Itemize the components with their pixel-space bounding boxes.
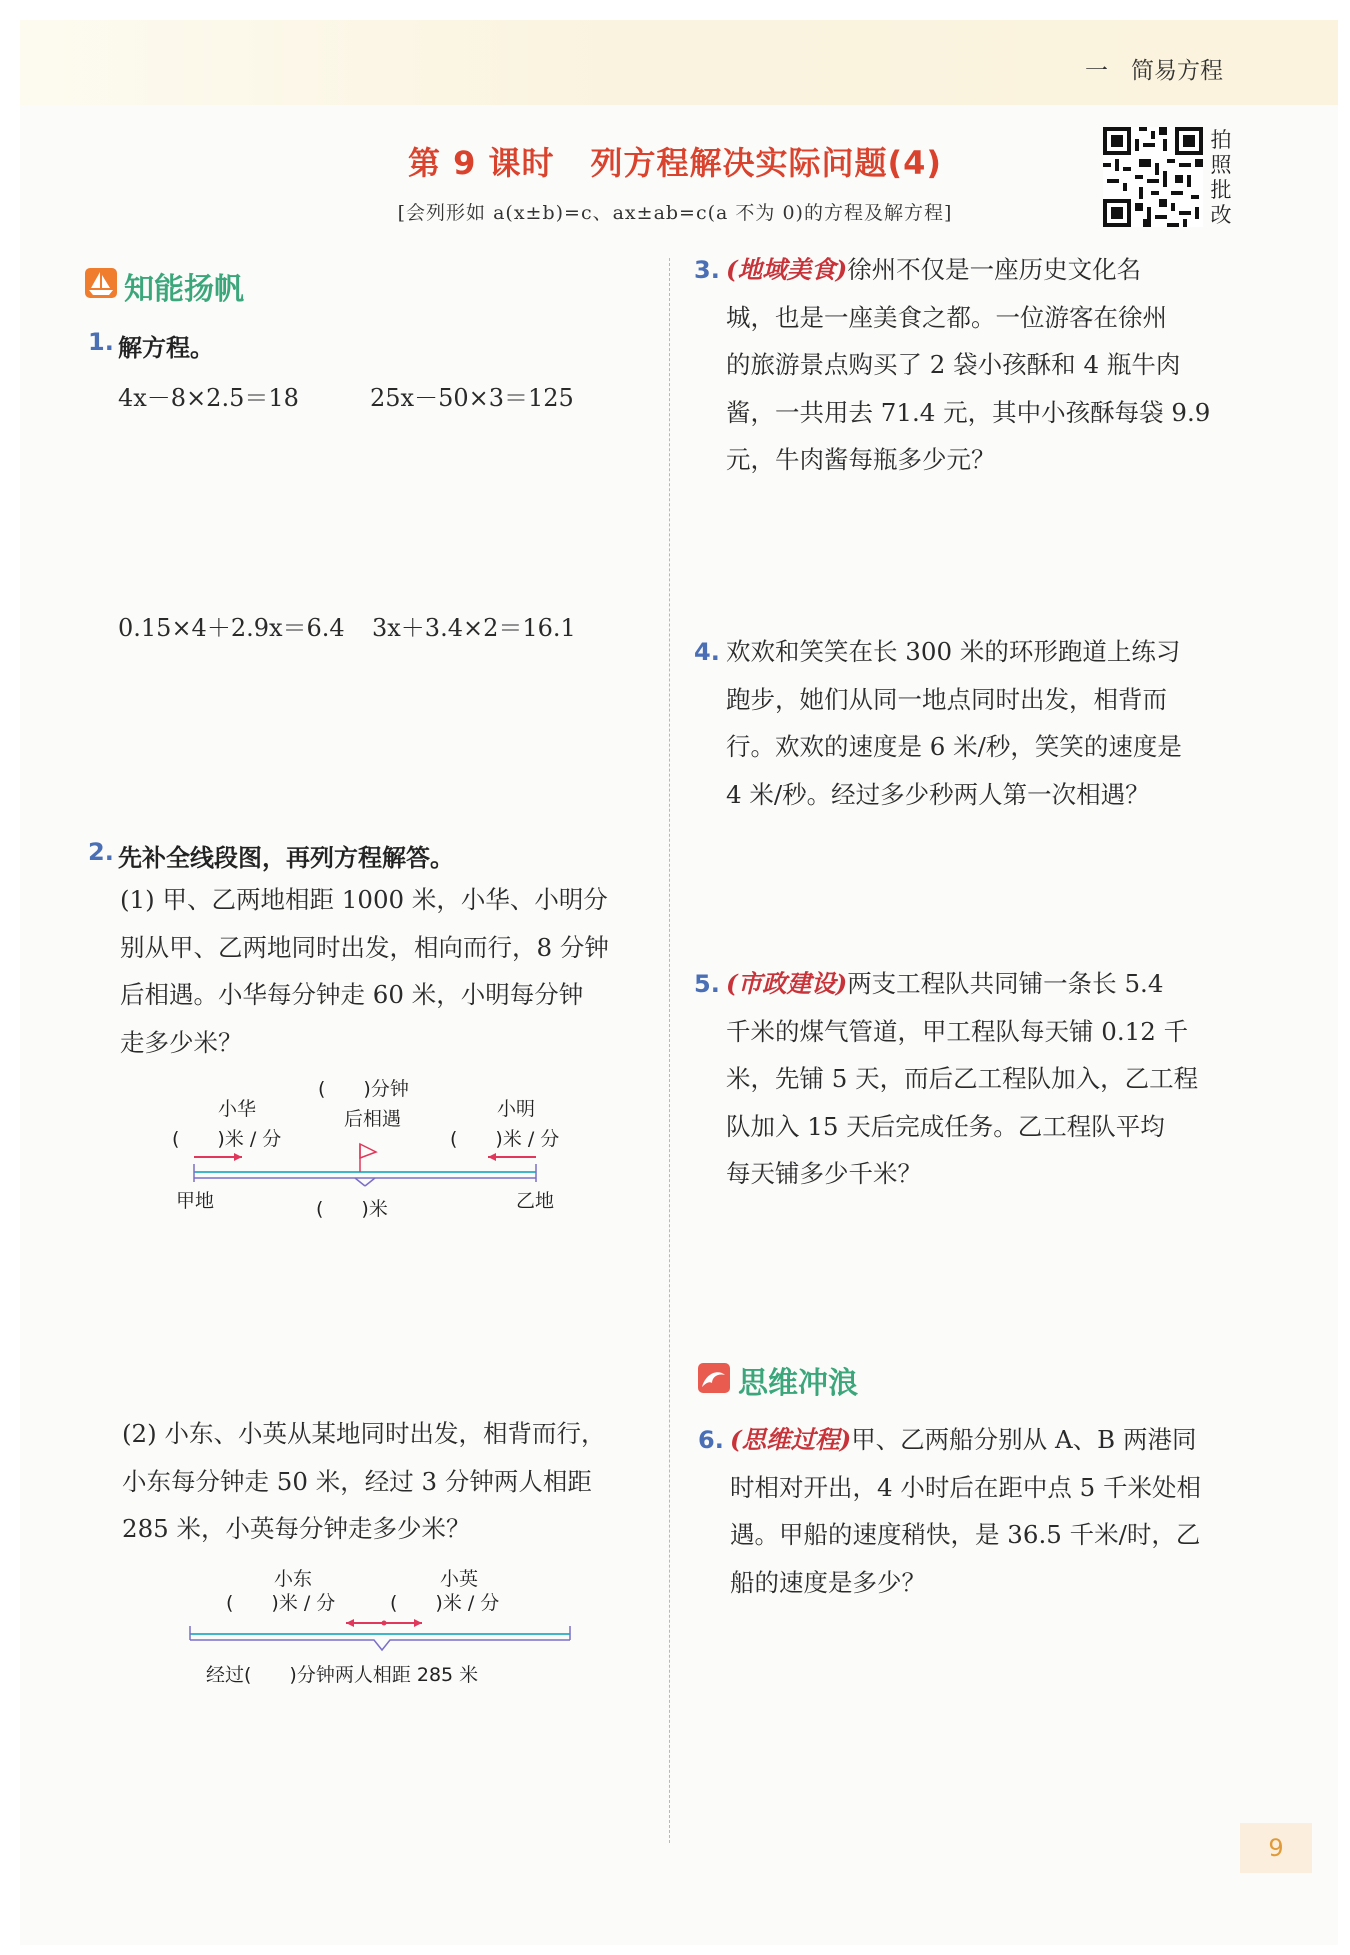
column-divider (669, 258, 670, 1843)
q1-equation-3: 0.15×4＋2.9x＝6.4 (118, 614, 345, 642)
line-diagram-2 (186, 1612, 576, 1662)
lesson-topic: 列方程解决实际问题(4) (590, 144, 943, 182)
q2-part1: (1) 甲、乙两地相距 1000 米，小华、小明分 别从甲、乙两地同时出发，相向而行，8 分钟 后相遇。小华每分钟走 60 米，小明每分钟 走多少米？ (120, 885, 609, 1057)
d2-left-speed: ( )米 / 分 (226, 1592, 336, 1614)
q4-number: 4. (694, 638, 720, 666)
lesson-number: 第 9 课时 (407, 144, 555, 182)
q6-number: 6. (698, 1426, 724, 1454)
section-advanced-title: 思维冲浪 (738, 1366, 858, 1401)
q1-number: 1. (88, 328, 114, 356)
d2-right-name: 小英 (440, 1568, 479, 1590)
q5-tag: (市政建设) (726, 969, 848, 998)
d1-left-speed: ( )米 / 分 (172, 1128, 282, 1150)
q5-text: (市政建设)两支工程队共同铺一条长 5.4 千米的煤气管道，甲工程队每天铺 0.12 千 米，先铺 5 天，而后乙工程队加入，乙工程 队加入 15 天后完成任务。乙工程队平均 每天铺多少千米？ (726, 969, 1199, 1188)
q4-text: 欢欢和笑笑在长 300 米的环形跑道上练习 跑步，她们从同一地点同时出发，相背而 行。欢欢的速度是 6 米/秒，笑笑的速度是 4 米/秒。经过多少秒两人第一次相遇？ (726, 637, 1182, 809)
qr-code-icon[interactable] (1103, 127, 1203, 227)
q1-equation-1: 4x－8×2.5＝18 (118, 384, 299, 412)
chapter-label: 一 简易方程 (1085, 58, 1223, 84)
qr-label: 拍 照 批 改 (1210, 128, 1232, 227)
q2-title: 先补全线段图，再列方程解答。 (118, 844, 454, 872)
d2-left-name: 小东 (274, 1568, 313, 1590)
page-number: 9 (1240, 1823, 1312, 1873)
q2-number: 2. (88, 838, 114, 866)
d1-distance: ( )米 (316, 1198, 388, 1220)
lesson-subtitle: [会列形如 a(x±b)=c、ax±ab=c(a 不为 0)的方程及解方程] (397, 202, 953, 224)
q3-tag: (地域美食) (726, 255, 848, 284)
d1-right-place: 乙地 (516, 1190, 555, 1212)
d2-right-speed: ( )米 / 分 (390, 1592, 500, 1614)
d1-right-name: 小明 (497, 1098, 536, 1120)
q1-equation-4: 3x＋3.4×2＝16.1 (372, 614, 576, 642)
q1-equation-2: 25x－50×3＝125 (370, 384, 574, 412)
q3-number: 3. (694, 256, 720, 284)
d1-meet: 后相遇 (344, 1108, 402, 1130)
q3-text: (地域美食)徐州不仅是一座历史文化名 城，也是一座美食之都。一位游客在徐州 的旅游景点购买了 2 袋小孩酥和 4 瓶牛肉 酱，一共用去 71.4 元，其中小孩酥每袋 9.9 元，牛肉酱每瓶多少元？ (726, 255, 1211, 474)
d1-minutes: ( )分钟 (318, 1078, 409, 1100)
d1-left-place: 甲地 (176, 1190, 215, 1212)
q6-text: (思维过程)甲、乙两船分别从 A、B 两港同 时相对开出，4 小时后在距中点 5 千米处相 遇。甲船的速度稍快，是 36.5 千米/时，乙 船的速度是多少？ (730, 1425, 1202, 1597)
d2-bottom-label: 经过( )分钟两人相距 285 米 (206, 1664, 479, 1686)
d1-right-speed: ( )米 / 分 (450, 1128, 560, 1150)
q2-part2: (2) 小东、小英从某地同时出发，相背而行， 小东每分钟走 50 米，经过 3 分钟两人相距 285 米，小英每分钟走多少米？ (122, 1419, 606, 1543)
q5-number: 5. (694, 970, 720, 998)
wave-icon (698, 1363, 730, 1393)
section-basic-title: 知能扬帆 (124, 272, 244, 307)
q6-tag: (思维过程) (730, 1425, 852, 1454)
q1-title: 解方程。 (118, 334, 214, 362)
d1-left-name: 小华 (218, 1098, 257, 1120)
sailboat-icon (85, 268, 117, 298)
